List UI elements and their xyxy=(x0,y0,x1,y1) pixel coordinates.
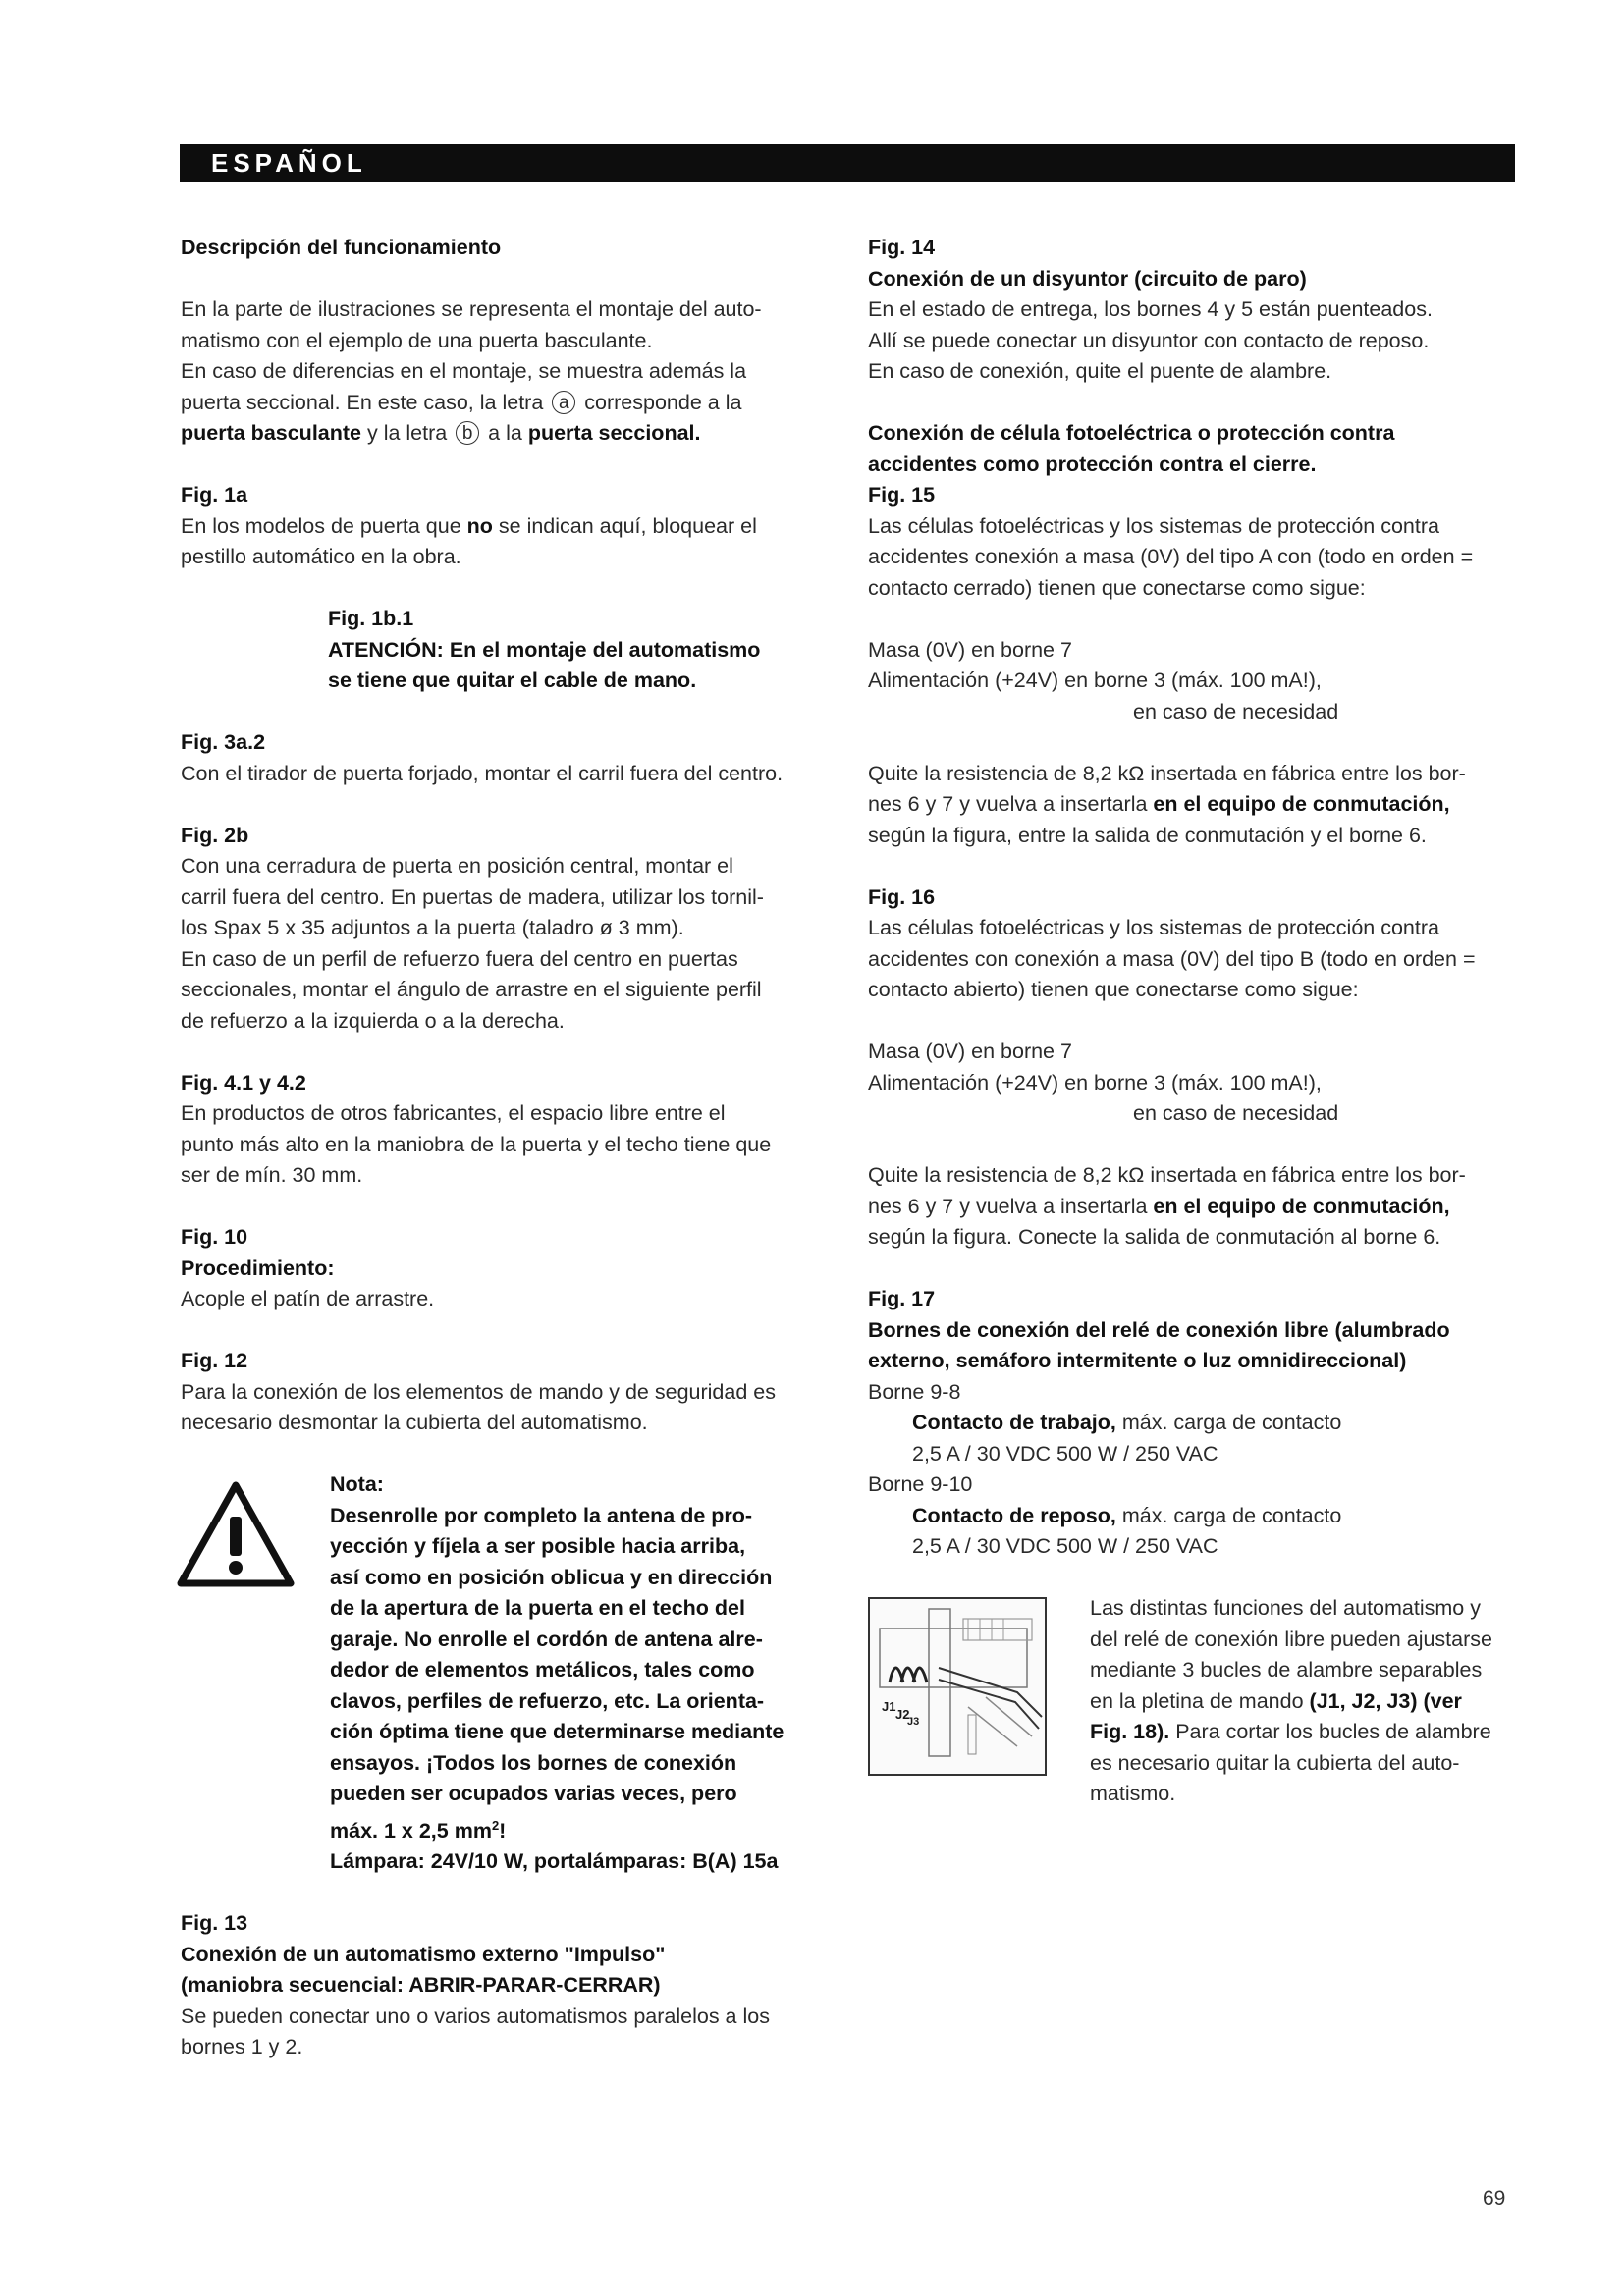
bold-span: puerta basculante xyxy=(181,421,361,445)
section-fig-1a xyxy=(181,480,829,573)
text-line: matismo. xyxy=(1090,1782,1176,1805)
text-line: matismo con el ejemplo de una puerta basculante. xyxy=(181,328,653,352)
text-line: En el estado de entrega, los bornes 4 y 5 están puenteados. xyxy=(868,297,1433,321)
label-j2: J2 xyxy=(895,1707,910,1722)
text-line: pestillo automático en la obra. xyxy=(181,545,461,568)
text-line: Quite la resistencia de 8,2 kΩ insertada en fábrica entre los bor- xyxy=(868,1163,1466,1187)
label-j3: J3 xyxy=(907,1716,920,1728)
text-line: Alimentación (+24V) en borne 3 (máx. 100 mA!), xyxy=(868,1070,1322,1095)
text-line: Allí se puede conectar un disyuntor con contacto de reposo. xyxy=(868,328,1430,352)
text-line: es necesario quitar la cubierta del auto- xyxy=(1090,1750,1460,1775)
fig-subtitle: Procedimiento: xyxy=(181,1255,335,1280)
text-line: carril fuera del centro. En puertas de madera, utilizar los tornil- xyxy=(181,884,764,909)
section-fig-3a2 xyxy=(181,727,829,789)
text-line: En caso de conexión, quite el puente de alambre. xyxy=(868,359,1332,383)
text-line: ser de mín. 30 mm. xyxy=(181,1163,363,1187)
heading-line: externo, semáforo intermitente o luz omnidireccional) xyxy=(868,1349,1407,1372)
fig-18-text xyxy=(1090,1593,1516,1810)
bold-span: puerta seccional. xyxy=(527,421,701,445)
section-fig-16 xyxy=(868,882,1516,1254)
control-board-drawing xyxy=(870,1599,1045,1774)
note-line: ción óptima tiene que determinarse mediante xyxy=(330,1720,785,1743)
fig-title: Fig. 10 xyxy=(181,1225,248,1249)
text-span: nes 6 y 7 y vuelva a insertarla xyxy=(868,1194,1154,1218)
text-line: En caso de un perfil de refuerzo fuera del centro en puertas xyxy=(181,946,738,971)
text-span: ! xyxy=(499,1818,507,1842)
right-column xyxy=(868,233,1516,1810)
note-line: Lámpara: 24V/10 W, portalámparas: B(A) 15a xyxy=(330,1849,779,1874)
fig-title: Fig. 2b xyxy=(181,823,249,847)
text-line: los Spax 5 x 35 adjuntos a la puerta (taladro ø 3 mm). xyxy=(181,916,684,939)
circled-letter-a: a xyxy=(552,391,575,414)
fig-title: Fig. 3a.2 xyxy=(181,730,266,754)
note-line: clavos, perfiles de refuerzo, etc. La orienta- xyxy=(330,1688,765,1713)
text-line: Las células fotoeléctricas y los sistemas de protección contra xyxy=(868,916,1439,939)
text-line: accidentes conexión a masa (0V) del tipo A con (todo en orden = xyxy=(868,545,1474,568)
text-span: máx. carga de contacto xyxy=(1115,1503,1342,1527)
text-span: En los modelos de puerta que xyxy=(181,513,467,538)
section-fig-17 xyxy=(868,1284,1516,1563)
text-line: bornes 1 y 2. xyxy=(181,2035,303,2059)
text-span: máx. carga de contacto xyxy=(1115,1411,1342,1434)
bold-span: en el equipo de conmutación, xyxy=(1153,1194,1450,1218)
text-line xyxy=(868,789,1516,821)
text-line: 2,5 A / 30 VDC 500 W / 250 VAC xyxy=(912,1534,1218,1558)
fig-title: Fig. 15 xyxy=(868,483,936,507)
text-span: corresponde a la xyxy=(584,390,742,414)
note-line: de la apertura de la puerta en el techo del xyxy=(330,1596,745,1620)
fig-title: Fig. 16 xyxy=(868,884,936,909)
text-line: Alimentación (+24V) en borne 3 (máx. 100 mA!), xyxy=(868,668,1322,692)
section-fig-12 xyxy=(181,1346,829,1439)
note-line: así como en posición oblicua y en dirección xyxy=(330,1565,773,1589)
wire-loop-illustration xyxy=(868,1597,1047,1776)
bold-span: en el equipo de conmutación, xyxy=(1153,792,1450,816)
language-label: ESPAÑOL xyxy=(211,148,367,178)
text-line: 2,5 A / 30 VDC 500 W / 250 VAC xyxy=(912,1441,1218,1466)
text-line xyxy=(181,418,829,450)
text-line: Borne 9-10 xyxy=(868,1472,973,1496)
note-line: garaje. No enrolle el cordón de antena alre- xyxy=(330,1627,763,1651)
heading-line: (maniobra secuencial: ABRIR-PARAR-CERRAR) xyxy=(181,1973,661,1998)
bold-span: Fig. 18). xyxy=(1090,1720,1170,1743)
text-line xyxy=(868,1192,1516,1223)
text-line: Las células fotoeléctricas y los sistemas de protección contra xyxy=(868,513,1439,538)
note-line: pueden ser ocupados varias veces, pero xyxy=(330,1782,737,1805)
text-line: contacto cerrado) tienen que conectarse como sigue: xyxy=(868,575,1366,600)
section-fig-4 xyxy=(181,1068,829,1192)
text-line xyxy=(1090,1717,1516,1748)
text-line: Quite la resistencia de 8,2 kΩ insertada en fábrica entre los bor- xyxy=(868,761,1466,785)
text-span: máx. 1 x 2,5 mm xyxy=(330,1818,492,1842)
text-line: En caso de diferencias en el montaje, se muestra además la xyxy=(181,359,747,383)
section-fig-13 xyxy=(181,1908,829,2063)
text-line: accidentes con conexión a masa (0V) del tipo B (todo en orden = xyxy=(868,946,1476,971)
text-line: mediante 3 bucles de alambre separables xyxy=(1090,1658,1483,1682)
fig-title: Fig. 1a xyxy=(181,483,248,507)
heading-line: Bornes de conexión del relé de conexión libre (alumbrado xyxy=(868,1317,1450,1342)
text-span: y la letra xyxy=(361,421,454,445)
section-fig-1b1 xyxy=(181,604,829,697)
text-line: En productos de otros fabricantes, el espacio libre entre el xyxy=(181,1101,726,1125)
text-line: Las distintas funciones del automatismo y xyxy=(1090,1596,1481,1620)
text-line: necesario desmontar la cubierta del automatismo. xyxy=(181,1411,648,1434)
text-line: Se pueden conectar uno o varios automatismos paralelos a los xyxy=(181,2003,770,2028)
text-line: en caso de necesidad xyxy=(1133,699,1339,723)
heading-line: Conexión de célula fotoeléctrica o protección contra xyxy=(868,421,1395,445)
fig-title: Fig. 13 xyxy=(181,1911,248,1936)
text-line: Con el tirador de puerta forjado, montar el carril fuera del centro. xyxy=(181,761,784,785)
text-line: seccionales, montar el ángulo de arrastre en el siguiente perfil xyxy=(181,978,762,1001)
text-span: en la pletina de mando xyxy=(1090,1688,1310,1713)
note-line: yección y fíjela a ser posible hacia arriba, xyxy=(330,1534,746,1558)
page-number: 69 xyxy=(1483,2187,1506,2210)
heading-line: accidentes como protección contra el cierre. xyxy=(868,452,1317,476)
left-column xyxy=(181,233,829,2094)
text-line: Borne 9-8 xyxy=(868,1379,961,1404)
bold-span: no xyxy=(466,513,493,538)
text-line: según la figura, entre la salida de conmutación y el borne 6. xyxy=(868,823,1427,847)
section-title: Descripción del funcionamiento xyxy=(181,236,502,259)
heading-line: Conexión de un automatismo externo "Impulso" xyxy=(181,1942,666,1966)
text-line: Masa (0V) en borne 7 xyxy=(868,637,1072,662)
label-j1: J1 xyxy=(882,1699,896,1714)
text-line: Con una cerradura de puerta en posición central, montar el xyxy=(181,854,733,878)
note-line: dedor de elementos metálicos, tales como xyxy=(330,1658,755,1682)
text-span: Para cortar los bucles de alambre xyxy=(1169,1720,1491,1743)
text-line: Acople el patín de arrastre. xyxy=(181,1287,435,1310)
text-line: Para la conexión de los elementos de mando y de seguridad es xyxy=(181,1379,776,1404)
text-line xyxy=(181,511,829,543)
text-line: según la figura. Conecte la salida de conmutación al borne 6. xyxy=(868,1225,1441,1249)
note-line xyxy=(330,1810,829,1847)
warning-triangle-icon xyxy=(177,1481,295,1587)
text-span: nes 6 y 7 y vuelva a insertarla xyxy=(868,792,1154,816)
text-span: se indican aquí, bloquear el xyxy=(492,513,757,538)
fig-title: Fig. 17 xyxy=(868,1287,936,1310)
text-span: a la xyxy=(482,421,528,445)
section-note xyxy=(181,1469,829,1878)
text-line: de refuerzo a la izquierda o a la derecha. xyxy=(181,1008,565,1033)
bold-span: Contacto de reposo, xyxy=(912,1503,1116,1527)
text-line xyxy=(1090,1686,1516,1718)
warning-line: ATENCIÓN: En el montaje del automatismo xyxy=(328,637,761,662)
warning-line: se tiene que quitar el cable de mano. xyxy=(328,668,697,692)
fig-title: Fig. 4.1 y 4.2 xyxy=(181,1070,306,1095)
circled-letter-b: b xyxy=(456,421,479,445)
text-line: contacto abierto) tienen que conectarse como sigue: xyxy=(868,978,1359,1001)
fig-title: Fig. 12 xyxy=(181,1349,248,1372)
fig-title: Fig. 1b.1 xyxy=(328,607,414,630)
section-fig-10 xyxy=(181,1222,829,1315)
note-line: ensayos. ¡Todos los bornes de conexión xyxy=(330,1750,737,1775)
text-line: en caso de necesidad xyxy=(1133,1101,1339,1125)
text-line: del relé de conexión libre pueden ajustarse xyxy=(1090,1627,1492,1651)
fig-title: Fig. 14 xyxy=(868,236,936,259)
bold-span: Contacto de trabajo, xyxy=(912,1411,1116,1434)
text-line: punto más alto en la maniobra de la puerta y el techo tiene que xyxy=(181,1132,772,1156)
note-title: Nota: xyxy=(330,1472,384,1496)
text-span: puerta seccional. En este caso, la letra xyxy=(181,390,544,414)
heading-line: Conexión de un disyuntor (circuito de paro) xyxy=(868,266,1307,291)
section-descripcion xyxy=(181,233,829,450)
text-line xyxy=(181,388,829,419)
section-fig-14 xyxy=(868,233,1516,388)
text-line xyxy=(868,1408,1516,1439)
text-line: Masa (0V) en borne 7 xyxy=(868,1040,1072,1063)
text-line xyxy=(868,1501,1516,1532)
superscript: 2 xyxy=(491,1817,500,1833)
bold-span: (J1, J2, J3) (ver xyxy=(1309,1688,1462,1713)
text-line: En la parte de ilustraciones se representa el montaje del auto- xyxy=(181,297,762,321)
section-fig-2b xyxy=(181,821,829,1038)
language-header-bar xyxy=(180,144,1515,182)
section-fig-18 xyxy=(868,1593,1516,1810)
note-line: Desenrolle por completo la antena de pro- xyxy=(330,1503,753,1527)
section-fig-15 xyxy=(868,418,1516,851)
